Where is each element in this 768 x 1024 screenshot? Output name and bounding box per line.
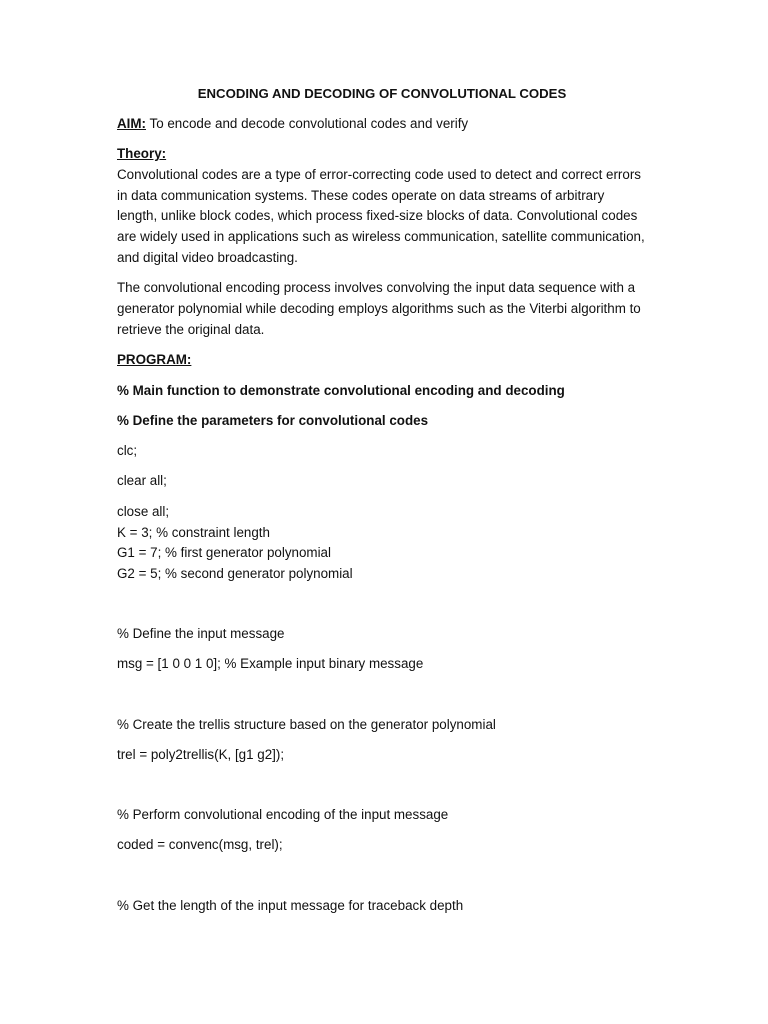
program-heading: PROGRAM: [117,352,192,368]
code-line: G1 = 7; % first generator polynomial [117,545,331,561]
code-line: % Define the input message [117,625,285,641]
code-line: coded = convenc(msg, trel); [117,837,283,853]
code-line: clear all; [117,473,167,489]
code-line: G2 = 5; % second generator polynomial [117,566,353,582]
theory-paragraph: The convolutional encoding process involves convolving the input data sequence with a generator polynomial while decoding employs algorithms such as the Viterbi algorithm to retrieve the original data. [117,280,641,337]
code-line: clc; [117,443,138,459]
aim-label: AIM: [117,115,147,131]
theory-heading: Theory: [117,146,167,162]
document-title: ENCODING AND DECODING OF CONVOLUTIONAL CODES [197,86,567,101]
theory-heading-line [117,144,647,165]
program-comment: % Main function to demonstrate convolutional encoding and decoding [117,382,565,398]
theory-paragraph: Convolutional codes are a type of error-correcting code used to detect and correct errors in data communication systems. These codes operate on data streams of arbitrary length, unlike block codes, which process fixed-size blocks of data. Convolutional codes are widely used in applications such as wireless communication, satellite communication, and digital video broadcasting. [117,166,645,266]
code-line: trel = poly2trellis(K, [g1 g2]); [117,746,285,762]
code-line: msg = [1 0 0 1 0]; % Example input binary message [117,656,424,672]
spacer [117,685,647,705]
spacer [117,775,647,795]
code-line: K = 3; % constraint length [117,524,270,540]
aim-text: To encode and decode convolutional codes and verify [146,115,469,131]
spacer [117,585,647,605]
code-line: close all; [117,503,170,519]
code-line: % Get the length of the input message for traceback depth [117,897,464,913]
program-comment: % Define the parameters for convolutional codes [117,412,429,428]
program-heading-line [117,350,647,371]
code-line: % Perform convolutional encoding of the input message [117,807,449,823]
document-body [117,84,647,926]
code-line: % Create the trellis structure based on the generator polynomial [117,716,496,732]
aim-line [117,114,647,135]
spacer [117,866,647,886]
